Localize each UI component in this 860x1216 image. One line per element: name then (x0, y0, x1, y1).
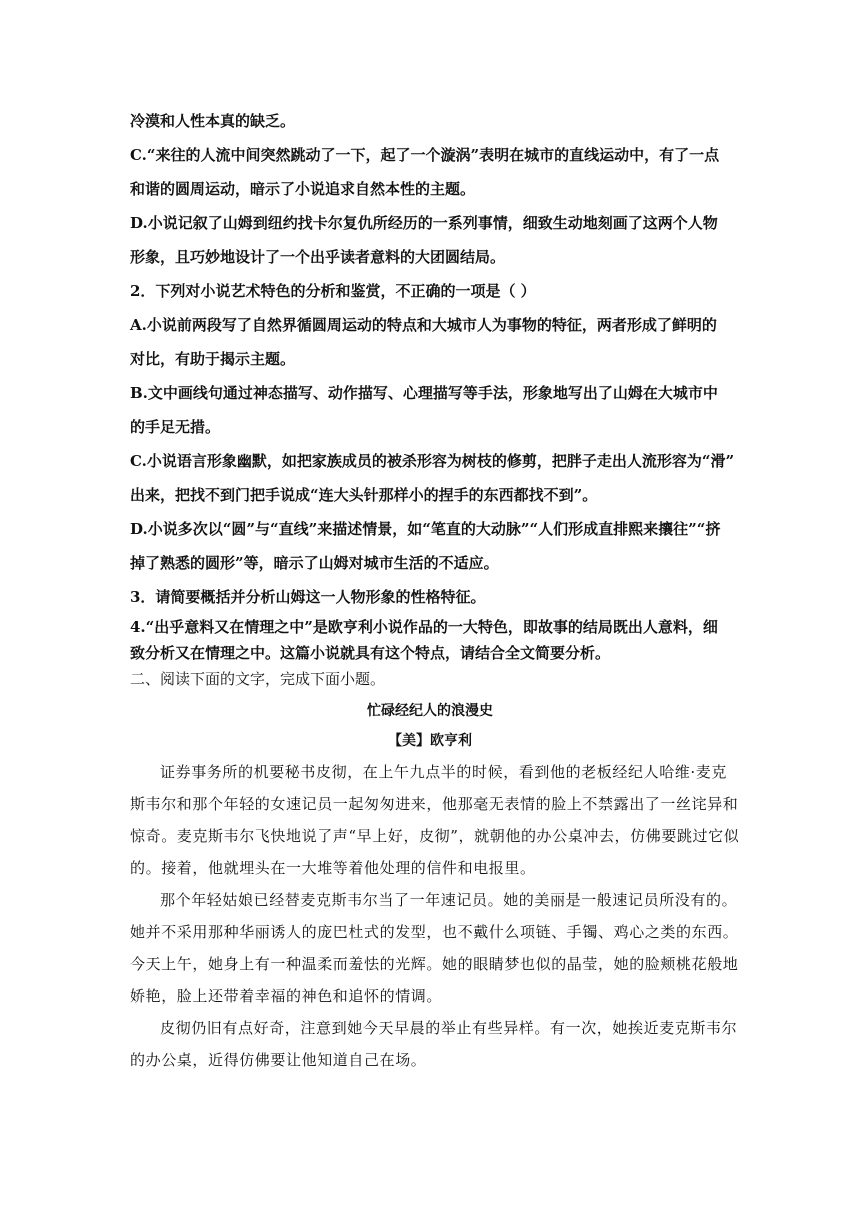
option-line: D.小说多次以“圆”与“直线”来描述情景，如“笔直的大动脉”“人们形成直排熙来攘往”“挤 (130, 520, 721, 538)
paragraph (130, 884, 739, 1012)
section-heading: 二、阅读下面的文字，完成下面小题。 (130, 670, 386, 688)
text-line: 对比，有助于揭示主题。 (130, 350, 296, 368)
option-line: B.文中画线句通过神态描写、动作描写、心理描写等手法，形象地写出了山姆在大城市中 (130, 384, 718, 402)
text-line: 的办公桌，近得仿佛要让他知道自己在场。 (130, 1051, 427, 1069)
text-line: 她并不采用那种华丽诱人的庞巴杜式的发型，也不戴什么项链、手镯、鸡心之类的东西。 (130, 923, 739, 941)
question-3-line: 3．请简要概括并分析山姆这一人物形象的性格特征。 (130, 588, 486, 606)
text-line: 的手足无措。 (130, 418, 221, 436)
question-2-line: 2．下列对小说艺术特色的分析和鉴赏，不正确的一项是（ ） (130, 282, 536, 300)
text-line: 的。接着，他就埋头在一大堆等着他处理的信件和电报里。 (130, 859, 536, 877)
text-line: 形象，且巧妙地设计了一个出乎读者意料的大团圆结局。 (130, 248, 506, 266)
document-page (130, 104, 740, 1076)
text-line: 娇艳，脸上还带着幸福的神色和追怀的情调。 (130, 987, 443, 1005)
option-line: C.“来往的人流中间突然跳动了一下，起了一个漩涡”表明在城市的直线运动中，有了一点 (130, 146, 720, 164)
text-line: 那个年轻姑娘已经替麦克斯韦尔当了一年速记员。她的美丽是一般速记员所没有的。 (160, 891, 738, 909)
paragraph (130, 1012, 738, 1076)
passage-title: 忙碌经纪人的浪漫史 (367, 703, 493, 719)
question-block-part1 (130, 104, 735, 614)
text-line: 今天上午，她身上有一种温柔而羞怯的光辉。她的眼睛梦也似的晶莹，她的脸颊桃花般地 (130, 955, 739, 973)
text-line: 斯韦尔和那个年轻的女速记员一起匆匆进来，他那毫无表情的脸上不禁露出了一丝诧异和 (130, 795, 739, 813)
text-line: 出来，把找不到门把手说成“连大头针那样小的捏手的东西都找不到”。 (130, 486, 598, 504)
option-line: A.小说前两段写了自然界循圆周运动的特点和大城市人为事物的特征，两者形成了鲜明的 (130, 316, 717, 334)
text-line: 和谐的圆周运动，暗示了小说追求自然本性的主题。 (130, 180, 476, 198)
passage-body (130, 756, 740, 1076)
paragraph (130, 756, 740, 884)
text-line: 掉了熟悉的圆形”等，暗示了山姆对城市生活的不适应。 (130, 554, 499, 572)
text-line: 证券事务所的机要秘书皮彻，在上午九点半的时候，看到他的老板经纪人哈维·麦克 (160, 763, 727, 781)
option-line: D.小说记叙了山姆到纽约找卡尔复仇所经历的一系列事情，细致生动地刻画了这两个人物 (130, 214, 718, 232)
text-line: 皮彻仍旧有点好奇，注意到她今天早晨的举止有些异样。有一次，她挨近麦克斯韦尔 (160, 1019, 738, 1037)
question-4-line: 4.“出乎意料又在情理之中”是欧亨利小说作品的一大特色，即故事的结局既出人意料，细 (130, 618, 718, 636)
text-line: 惊奇。麦克斯韦尔飞快地说了声“早上好，皮彻”，就朝他的办公桌冲去，仿佛要跳过它似 (130, 827, 740, 845)
text-line: 冷漠和人性本真的缺乏。 (130, 112, 296, 130)
question-4-block (130, 614, 730, 666)
text-line: 致分析又在情理之中。这篇小说就具有这个特点，请结合全文简要分析。 (130, 644, 611, 662)
option-line: C.小说语言形象幽默，如把家族成员的被杀形容为树枝的修剪，把胖子走出人流形容为“滑” (130, 452, 735, 470)
passage-author: 【美】欧亨利 (388, 733, 472, 749)
